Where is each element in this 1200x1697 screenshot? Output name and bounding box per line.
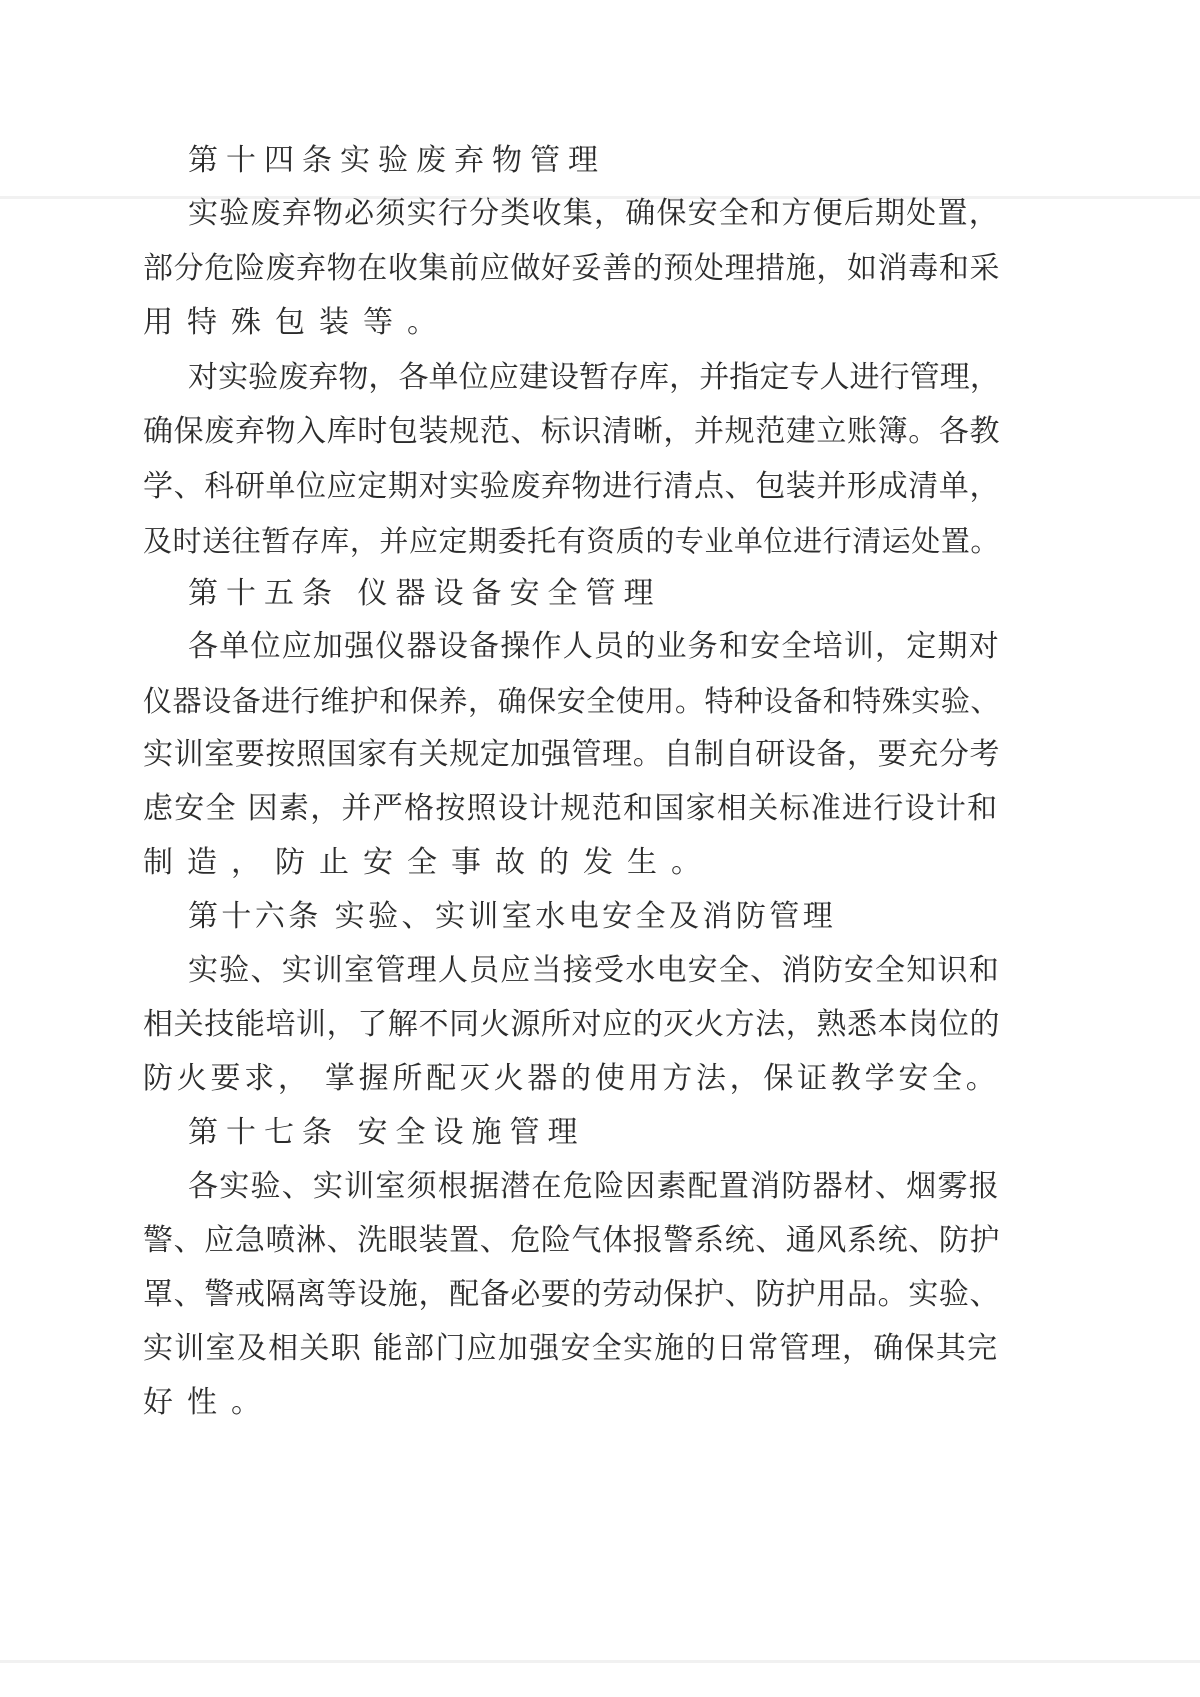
article-14-para-2-line-3: 学、科研单位应定期对实验废弃物进行清点、包装并形成清单， <box>143 469 1001 504</box>
article-14-heading: 第十四条实验废弃物管理 <box>188 143 606 178</box>
article-14-para-2-line-1: 对实验废弃物，各单位应建设暂存库，并指定专人进行管理， <box>188 360 1000 395</box>
article-15-para-line-2: 仪器设备进行维护和保养，确保安全使用。特种设备和特殊实验、 <box>143 684 1000 718</box>
article-14-para-2-line-2: 确保废弃物入库时包装规范、标识清晰，并规范建立账簿。各教 <box>143 414 1001 449</box>
article-17-heading: 第十七条 安全设施管理 <box>188 1115 586 1150</box>
article-17-para-line-4: 实训室及相关职 能部门应加强安全实施的日常管理，确保其完 <box>143 1331 999 1366</box>
article-17-para-line-3: 罩、警戒隔离等设施，配备必要的劳动保护、防护用品。实验、 <box>143 1277 1001 1312</box>
article-15-heading: 第十五条 仪器设备安全管理 <box>188 576 662 611</box>
article-16-para-line-1: 实验、实训室管理人员应当接受水电安全、消防安全知识和 <box>188 953 1000 988</box>
article-15-para-line-4: 虑安全 因素，并严格按照设计规范和国家相关标准进行设计和 <box>143 791 999 826</box>
scan-artifact-line <box>0 1660 1200 1663</box>
article-14-para-1-line-3: 用特殊包装等。 <box>143 305 451 340</box>
article-16-para-line-3: 防火要求， 掌握所配灭火器的使用方法，保证教学安全。 <box>143 1061 1000 1096</box>
article-17-para-line-1: 各实验、实训室须根据潜在危险因素配置消防器材、烟雾报 <box>188 1169 1000 1204</box>
article-17-para-line-5: 好性。 <box>143 1385 275 1420</box>
article-15-para-line-3: 实训室要按照国家有关规定加强管理。自制自研设备，要充分考 <box>143 737 1001 772</box>
article-17-para-line-2: 警、应急喷淋、洗眼装置、危险气体报警系统、通风系统、防护 <box>143 1223 1001 1258</box>
article-15-para-line-5: 制造，防止安全事故的发生。 <box>143 845 715 880</box>
article-14-para-1-line-1: 实验废弃物必须实行分类收集，确保安全和方便后期处置， <box>188 196 1000 231</box>
article-16-heading: 第十六条 实验、实训室水电安全及消防管理 <box>188 899 837 934</box>
article-15-para-line-1: 各单位应加强仪器设备操作人员的业务和安全培训，定期对 <box>188 629 1000 664</box>
article-14-para-2-line-4: 及时送往暂存库，并应定期委托有资质的专业单位进行清运处置。 <box>143 524 1000 558</box>
article-14-para-1-line-2: 部分危险废弃物在收集前应做好妥善的预处理措施，如消毒和采 <box>143 251 1001 286</box>
article-16-para-line-2: 相关技能培训，了解不同火源所对应的灭火方法，熟悉本岗位的 <box>143 1007 1001 1042</box>
